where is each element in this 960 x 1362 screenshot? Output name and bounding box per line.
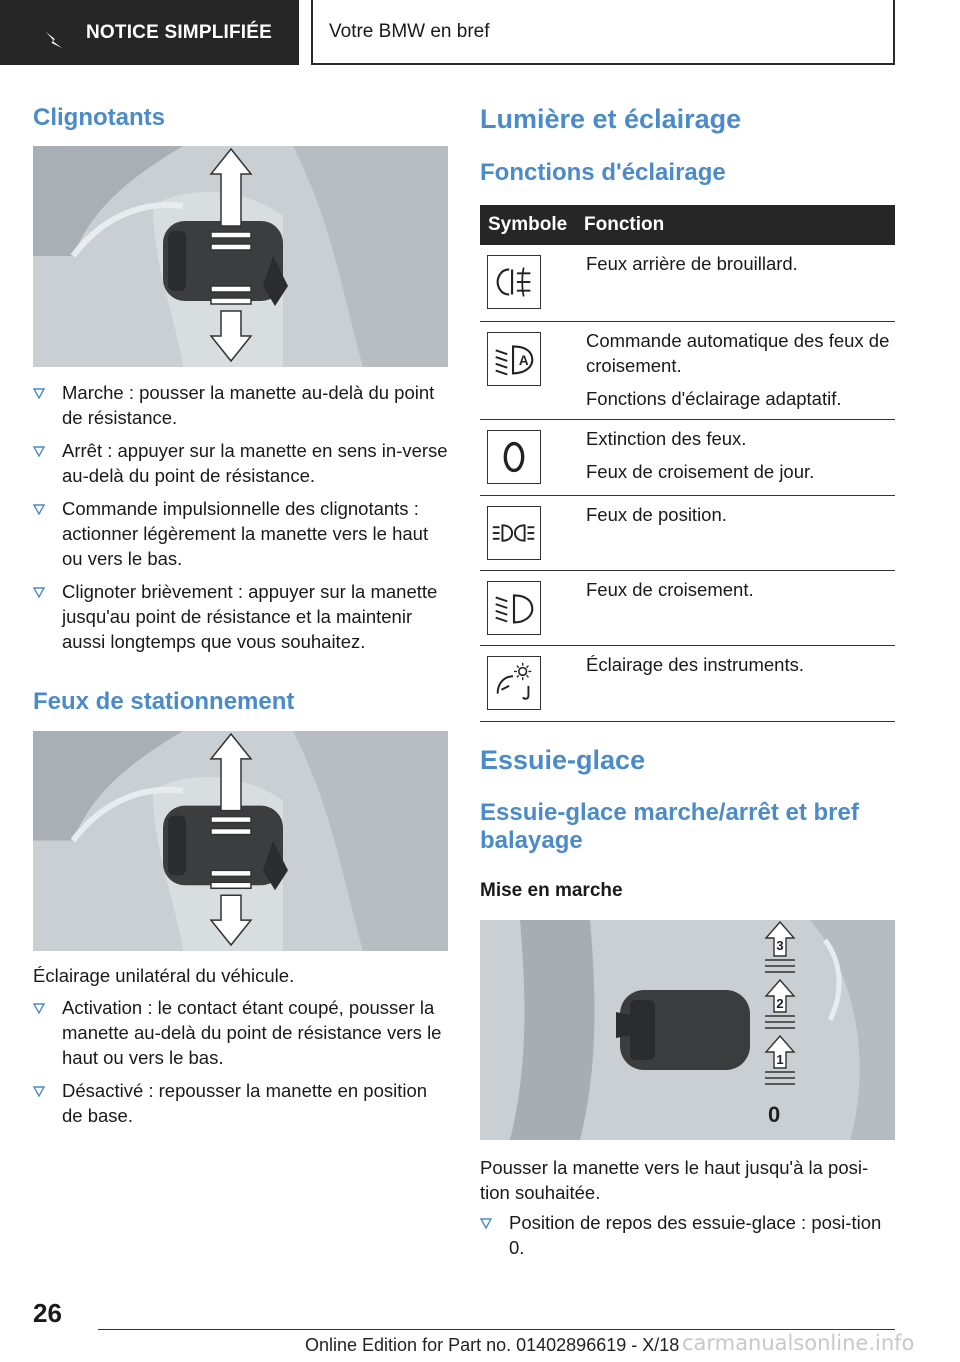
triangle-bullet-icon bbox=[33, 586, 45, 598]
list-item: Marche : pousser la manette au-delà du point de résistance. bbox=[33, 380, 451, 430]
auto-low-beam-icon bbox=[487, 332, 541, 386]
triangle-bullet-icon bbox=[33, 503, 45, 515]
column-header-fonction: Fonction bbox=[576, 205, 895, 245]
function-text: Feux de croisement de jour. bbox=[586, 460, 815, 482]
function-text: Feux de position. bbox=[586, 503, 727, 525]
table-row bbox=[480, 419, 895, 495]
list-essuie bbox=[480, 1210, 895, 1268]
essuie-paragraph: Pousser la manette vers le haut jusqu'à la posi-tion souhaitée. bbox=[480, 1157, 869, 1203]
function-text: Feux arrière de brouillard. bbox=[586, 253, 798, 274]
wiper-stalk-figure bbox=[480, 920, 895, 1140]
function-text: Éclairage des instruments. bbox=[586, 653, 804, 675]
figure-label: 2 bbox=[776, 996, 784, 1011]
table-row bbox=[480, 321, 895, 419]
table-header-row bbox=[480, 205, 895, 245]
subheading-mise-en-marche: Mise en marche bbox=[480, 880, 623, 901]
function-text: Extinction des feux. bbox=[586, 427, 747, 449]
triangle-bullet-icon bbox=[33, 1085, 45, 1097]
low-beam-icon bbox=[487, 581, 541, 635]
triangle-bullet-icon bbox=[480, 1217, 492, 1229]
figure-label: 1 bbox=[776, 1052, 784, 1067]
triangle-bullet-icon bbox=[33, 445, 45, 457]
instrument-lighting-icon bbox=[487, 656, 541, 710]
list-clignotants bbox=[33, 380, 451, 662]
list-item: Position de repos des essuie-glace : posi-tion 0. bbox=[480, 1210, 895, 1260]
list-stationnement bbox=[33, 995, 451, 1136]
footer-divider bbox=[98, 1329, 895, 1330]
table-row bbox=[480, 570, 895, 645]
header-section-label: Votre BMW en bref bbox=[329, 20, 490, 42]
subsection-title-essuie: Essuie-glace marche/arrêt et bref balayage bbox=[480, 799, 859, 854]
page-number: 26 bbox=[33, 1298, 62, 1328]
section-title-clignotants: Clignotants bbox=[33, 104, 165, 131]
triangle-bullet-icon bbox=[33, 1002, 45, 1014]
parking-lights-icon bbox=[487, 506, 541, 560]
stationnement-intro: Éclairage unilatéral du véhicule. bbox=[33, 965, 295, 986]
lights-off-icon bbox=[487, 430, 541, 484]
svg-text:A: A bbox=[518, 352, 529, 368]
header-tab-section bbox=[311, 0, 895, 65]
function-text: Fonctions d'éclairage adaptatif. bbox=[586, 387, 842, 409]
lighting-functions-table bbox=[480, 205, 895, 722]
subsection-title-fonctions: Fonctions d'éclairage bbox=[480, 159, 726, 186]
lightning-icon bbox=[44, 30, 64, 50]
section-title-stationnement: Feux de stationnement bbox=[33, 688, 295, 715]
figure-label: 0 bbox=[768, 1102, 781, 1127]
table-row bbox=[480, 495, 895, 570]
list-item: Arrêt : appuyer sur la manette en sens in-verse au-delà du point de résistance. bbox=[33, 438, 451, 488]
list-item: Désactivé : repousser la manette en position de base. bbox=[33, 1078, 451, 1128]
function-text: Feux de croisement. bbox=[586, 578, 754, 600]
stalk-figure-turn-signals bbox=[33, 146, 448, 367]
section-title-lumiere: Lumière et éclairage bbox=[480, 104, 742, 134]
footer-edition: Online Edition for Part no. 01402896619 - X/18 bbox=[305, 1335, 680, 1355]
list-item: Activation : le contact étant coupé, pousser la manette au-delà du point de résistance vers le haut ou vers le bas. bbox=[33, 995, 451, 1070]
list-item: Clignoter brièvement : appuyer sur la manette jusqu'au point de résistance et la maintenir aussi longtemps que vous souhaitez. bbox=[33, 579, 451, 654]
triangle-bullet-icon bbox=[33, 387, 45, 399]
table-row bbox=[480, 645, 895, 721]
header-tab-label: NOTICE SIMPLIFIÉE bbox=[86, 21, 273, 43]
section-title-essuie: Essuie-glace bbox=[480, 745, 646, 775]
rear-fog-light-icon bbox=[487, 255, 541, 309]
stalk-figure-parking-lights bbox=[33, 731, 448, 951]
table-row bbox=[480, 245, 895, 321]
list-item: Commande impulsionnelle des clignotants : actionner légèrement la manette vers le haut ou vers le bas. bbox=[33, 496, 451, 571]
watermark-text: carmanualsonline.info bbox=[682, 1331, 915, 1355]
header-tab-notice bbox=[0, 0, 299, 65]
figure-label: 3 bbox=[776, 938, 784, 953]
function-text: Commande automatique des feux de croisement. bbox=[586, 329, 890, 376]
column-header-symbole: Symbole bbox=[480, 205, 576, 245]
